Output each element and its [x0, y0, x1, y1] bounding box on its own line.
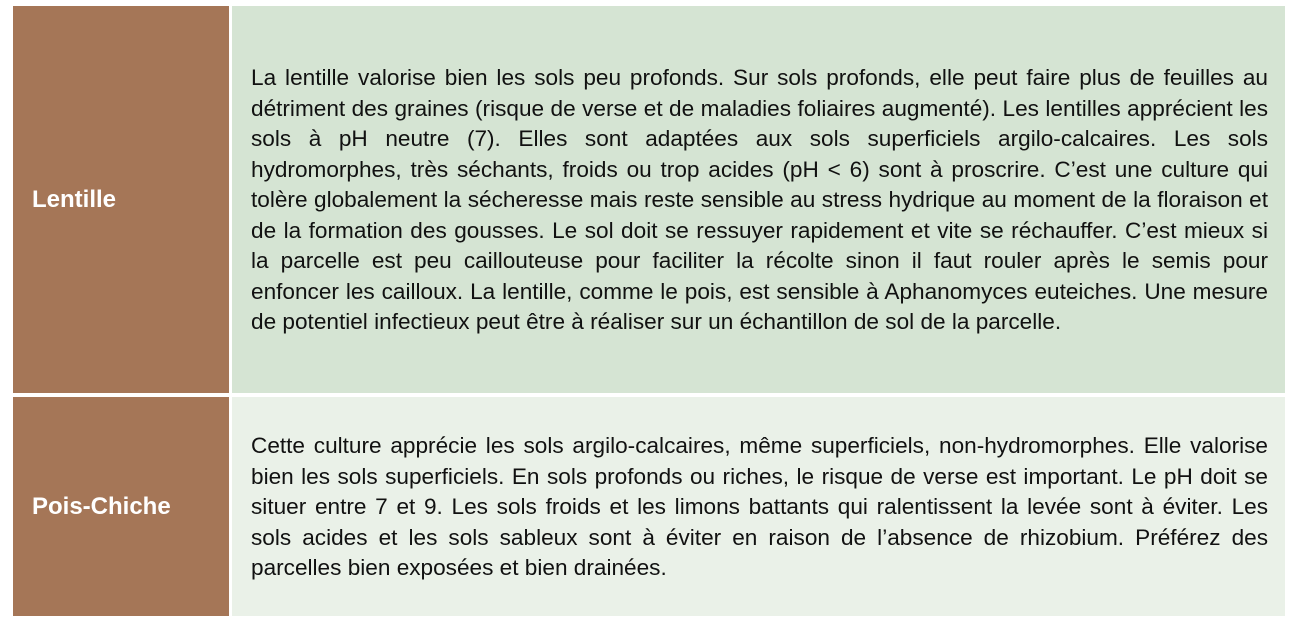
table-row-lentille [13, 6, 1285, 393]
row-description-cell-lentille [232, 6, 1285, 393]
row-label-lentille: Lentille [13, 6, 229, 393]
row-description-pois-chiche: Cette culture apprécie les sols argilo-calcaires, même superficiels, non-hydromorphes. Elle valorise bien les sols superficiels. En sols profonds ou riches, le risque de verse est important. Le pH doit se situer entre 7 et 9. Les sols froids et les limons battants qui ralentissent la levée sont à éviter. Les sols acides et les sols sableux sont à éviter en raison de l’absence de rhizobium. Préférez des parcelles bien exposées et bien drainées. [251, 433, 1268, 581]
row-description-lentille: La lentille valorise bien les sols peu profonds. Sur sols profonds, elle peut faire plus de feuilles au détriment des graines (risque de verse et de maladies foliaires augmenté). Les lentilles apprécient les sols à pH neutre (7). Elles sont adaptées aux sols superficiels argilo-calcaires. Les sols hydromorphes, très séchants, froids ou trop acides (pH < 6) sont à proscrire. C’est une culture qui tolère globalement la sécheresse mais reste sensible au stress hydrique au moment de la floraison et de la formation des gousses. Le sol doit se ressuyer rapidement et vite se réchauffer. C’est mieux si la parcelle est peu caillouteuse pour faciliter la récolte sinon il faut rouler après le semis pour enfoncer les cailloux. La lentille, comme le pois, est sensible à Aphanomyces euteiches. Une mesure de potentiel infectieux peut être à réaliser sur un échantillon de sol de la parcelle. [251, 65, 1268, 335]
table-row-pois-chiche [13, 397, 1285, 616]
row-description-cell-pois-chiche [232, 397, 1285, 616]
row-label-pois-chiche: Pois-Chiche [13, 397, 229, 616]
crop-soil-table [13, 6, 1285, 616]
